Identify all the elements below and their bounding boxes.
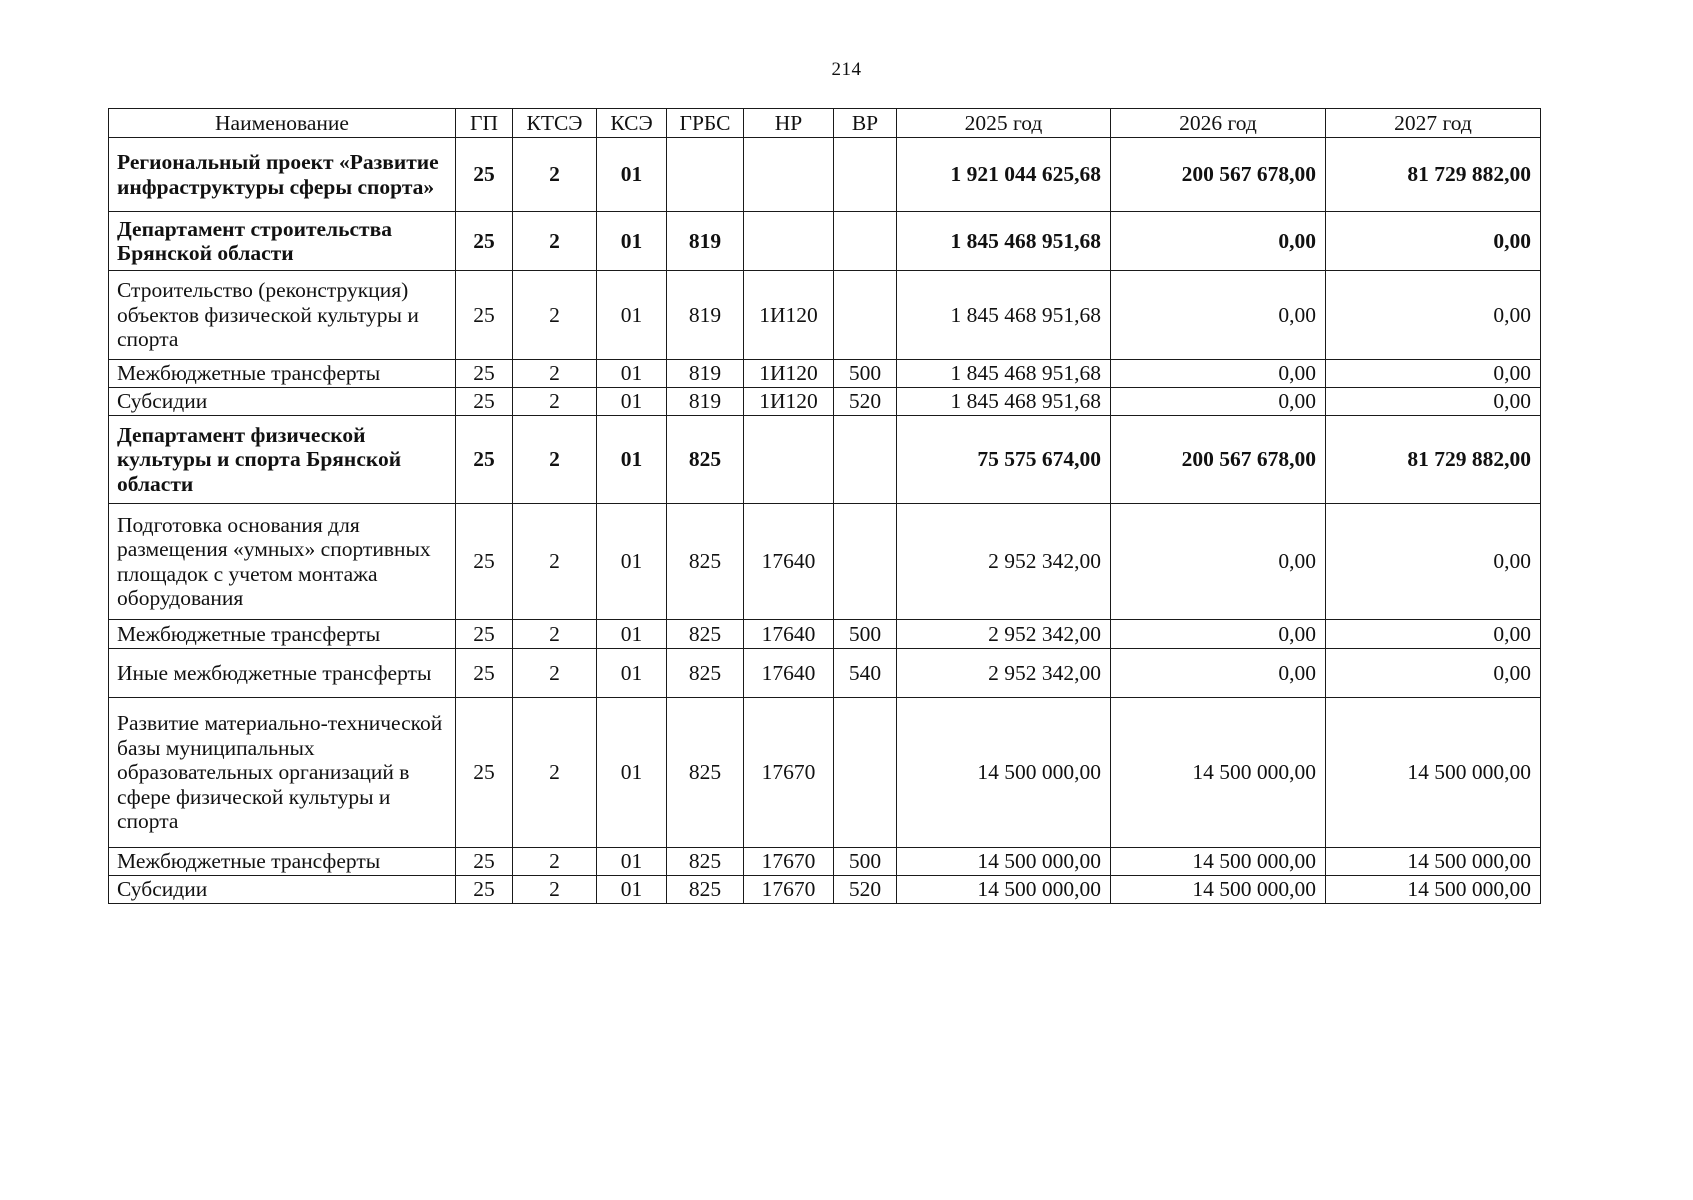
amount-2027-cell: 0,00 [1326, 504, 1541, 620]
nr-cell: 1И120 [744, 388, 834, 416]
nr-cell [744, 416, 834, 504]
table-body [109, 138, 1541, 904]
table-row [109, 698, 1541, 848]
vr-cell [834, 416, 897, 504]
header-name: Наименование [109, 109, 456, 138]
gp-cell: 25 [456, 271, 513, 360]
gp-cell: 25 [456, 416, 513, 504]
amount-2027-cell: 0,00 [1326, 271, 1541, 360]
table-row [109, 271, 1541, 360]
amount-2026-cell: 0,00 [1111, 388, 1326, 416]
nr-cell: 1И120 [744, 271, 834, 360]
amount-2027-cell: 14 500 000,00 [1326, 698, 1541, 848]
ktse-cell: 2 [513, 620, 597, 649]
amount-2026-cell: 0,00 [1111, 271, 1326, 360]
nr-cell: 17670 [744, 698, 834, 848]
amount-2027-cell: 14 500 000,00 [1326, 876, 1541, 904]
kse-cell: 01 [597, 848, 667, 876]
ktse-cell: 2 [513, 649, 597, 698]
kse-cell: 01 [597, 504, 667, 620]
amount-2026-cell: 200 567 678,00 [1111, 138, 1326, 212]
amount-2026-cell: 0,00 [1111, 212, 1326, 271]
kse-cell: 01 [597, 698, 667, 848]
amount-2027-cell: 14 500 000,00 [1326, 848, 1541, 876]
amount-2025-cell: 14 500 000,00 [897, 876, 1111, 904]
amount-2026-cell: 14 500 000,00 [1111, 876, 1326, 904]
header-nr: НР [744, 109, 834, 138]
amount-2025-cell: 75 575 674,00 [897, 416, 1111, 504]
nr-cell [744, 212, 834, 271]
grbs-cell: 819 [667, 271, 744, 360]
gp-cell: 25 [456, 212, 513, 271]
header-2027: 2027 год [1326, 109, 1541, 138]
amount-2025-cell: 2 952 342,00 [897, 504, 1111, 620]
name-cell: Межбюджетные трансферты [109, 360, 456, 388]
vr-cell: 540 [834, 649, 897, 698]
amount-2027-cell: 81 729 882,00 [1326, 138, 1541, 212]
vr-cell [834, 698, 897, 848]
table-row [109, 416, 1541, 504]
name-cell: Подготовка основания для размещения «умных» спортивных площадок с учетом монтажа оборудования [109, 504, 456, 620]
table-row [109, 649, 1541, 698]
header-2026: 2026 год [1111, 109, 1326, 138]
table-row [109, 504, 1541, 620]
gp-cell: 25 [456, 649, 513, 698]
nr-cell: 17670 [744, 876, 834, 904]
amount-2027-cell: 0,00 [1326, 360, 1541, 388]
amount-2025-cell: 1 845 468 951,68 [897, 388, 1111, 416]
header-grbs: ГРБС [667, 109, 744, 138]
name-cell: Развитие материально-технической базы муниципальных образовательных организаций в сфере физической культуры и спорта [109, 698, 456, 848]
name-cell: Межбюджетные трансферты [109, 848, 456, 876]
name-cell: Строительство (реконструкция) объектов физической культуры и спорта [109, 271, 456, 360]
name-cell: Межбюджетные трансферты [109, 620, 456, 649]
name-cell: Субсидии [109, 388, 456, 416]
gp-cell: 25 [456, 360, 513, 388]
amount-2025-cell: 1 845 468 951,68 [897, 360, 1111, 388]
table-row [109, 212, 1541, 271]
amount-2026-cell: 0,00 [1111, 649, 1326, 698]
amount-2025-cell: 1 845 468 951,68 [897, 212, 1111, 271]
nr-cell: 17640 [744, 620, 834, 649]
ktse-cell: 2 [513, 212, 597, 271]
amount-2025-cell: 1 845 468 951,68 [897, 271, 1111, 360]
page-number: 214 [831, 59, 862, 80]
kse-cell: 01 [597, 876, 667, 904]
gp-cell: 25 [456, 388, 513, 416]
nr-cell: 17670 [744, 848, 834, 876]
vr-cell: 520 [834, 876, 897, 904]
grbs-cell: 819 [667, 360, 744, 388]
grbs-cell: 825 [667, 698, 744, 848]
name-cell: Субсидии [109, 876, 456, 904]
table-row [109, 360, 1541, 388]
table-row [109, 620, 1541, 649]
ktse-cell: 2 [513, 848, 597, 876]
ktse-cell: 2 [513, 504, 597, 620]
nr-cell [744, 138, 834, 212]
vr-cell [834, 138, 897, 212]
amount-2027-cell: 81 729 882,00 [1326, 416, 1541, 504]
name-cell: Иные межбюджетные трансферты [109, 649, 456, 698]
vr-cell: 500 [834, 620, 897, 649]
name-cell: Департамент строительства Брянской области [109, 212, 456, 271]
ktse-cell: 2 [513, 271, 597, 360]
nr-cell: 17640 [744, 649, 834, 698]
grbs-cell: 819 [667, 212, 744, 271]
kse-cell: 01 [597, 212, 667, 271]
header-kse: КСЭ [597, 109, 667, 138]
grbs-cell: 825 [667, 504, 744, 620]
table-row [109, 388, 1541, 416]
ktse-cell: 2 [513, 138, 597, 212]
grbs-cell: 825 [667, 649, 744, 698]
amount-2026-cell: 14 500 000,00 [1111, 848, 1326, 876]
amount-2027-cell: 0,00 [1326, 620, 1541, 649]
amount-2026-cell: 200 567 678,00 [1111, 416, 1326, 504]
kse-cell: 01 [597, 416, 667, 504]
table-row [109, 138, 1541, 212]
vr-cell [834, 212, 897, 271]
ktse-cell: 2 [513, 416, 597, 504]
amount-2025-cell: 1 921 044 625,68 [897, 138, 1111, 212]
amount-2025-cell: 14 500 000,00 [897, 848, 1111, 876]
gp-cell: 25 [456, 138, 513, 212]
grbs-cell [667, 138, 744, 212]
amount-2026-cell: 14 500 000,00 [1111, 698, 1326, 848]
amount-2027-cell: 0,00 [1326, 388, 1541, 416]
ktse-cell: 2 [513, 698, 597, 848]
gp-cell: 25 [456, 620, 513, 649]
amount-2025-cell: 2 952 342,00 [897, 649, 1111, 698]
nr-cell: 17640 [744, 504, 834, 620]
kse-cell: 01 [597, 649, 667, 698]
vr-cell [834, 504, 897, 620]
gp-cell: 25 [456, 698, 513, 848]
ktse-cell: 2 [513, 876, 597, 904]
grbs-cell: 825 [667, 620, 744, 649]
header-2025: 2025 год [897, 109, 1111, 138]
amount-2027-cell: 0,00 [1326, 212, 1541, 271]
table-header-row [109, 109, 1541, 138]
header-gp: ГП [456, 109, 513, 138]
gp-cell: 25 [456, 848, 513, 876]
grbs-cell: 819 [667, 388, 744, 416]
header-vr: ВР [834, 109, 897, 138]
vr-cell: 500 [834, 848, 897, 876]
kse-cell: 01 [597, 620, 667, 649]
ktse-cell: 2 [513, 388, 597, 416]
name-cell: Региональный проект «Развитие инфраструктуры сферы спорта» [109, 138, 456, 212]
amount-2026-cell: 0,00 [1111, 360, 1326, 388]
ktse-cell: 2 [513, 360, 597, 388]
header-ktse: КТСЭ [513, 109, 597, 138]
vr-cell: 500 [834, 360, 897, 388]
amount-2027-cell: 0,00 [1326, 649, 1541, 698]
gp-cell: 25 [456, 876, 513, 904]
kse-cell: 01 [597, 360, 667, 388]
vr-cell [834, 271, 897, 360]
budget-table [108, 108, 1541, 904]
gp-cell: 25 [456, 504, 513, 620]
nr-cell: 1И120 [744, 360, 834, 388]
table-row [109, 876, 1541, 904]
amount-2025-cell: 14 500 000,00 [897, 698, 1111, 848]
grbs-cell: 825 [667, 416, 744, 504]
vr-cell: 520 [834, 388, 897, 416]
amount-2026-cell: 0,00 [1111, 504, 1326, 620]
name-cell: Департамент физической культуры и спорта Брянской области [109, 416, 456, 504]
table-row [109, 848, 1541, 876]
kse-cell: 01 [597, 388, 667, 416]
amount-2025-cell: 2 952 342,00 [897, 620, 1111, 649]
amount-2026-cell: 0,00 [1111, 620, 1326, 649]
kse-cell: 01 [597, 138, 667, 212]
grbs-cell: 825 [667, 876, 744, 904]
kse-cell: 01 [597, 271, 667, 360]
grbs-cell: 825 [667, 848, 744, 876]
